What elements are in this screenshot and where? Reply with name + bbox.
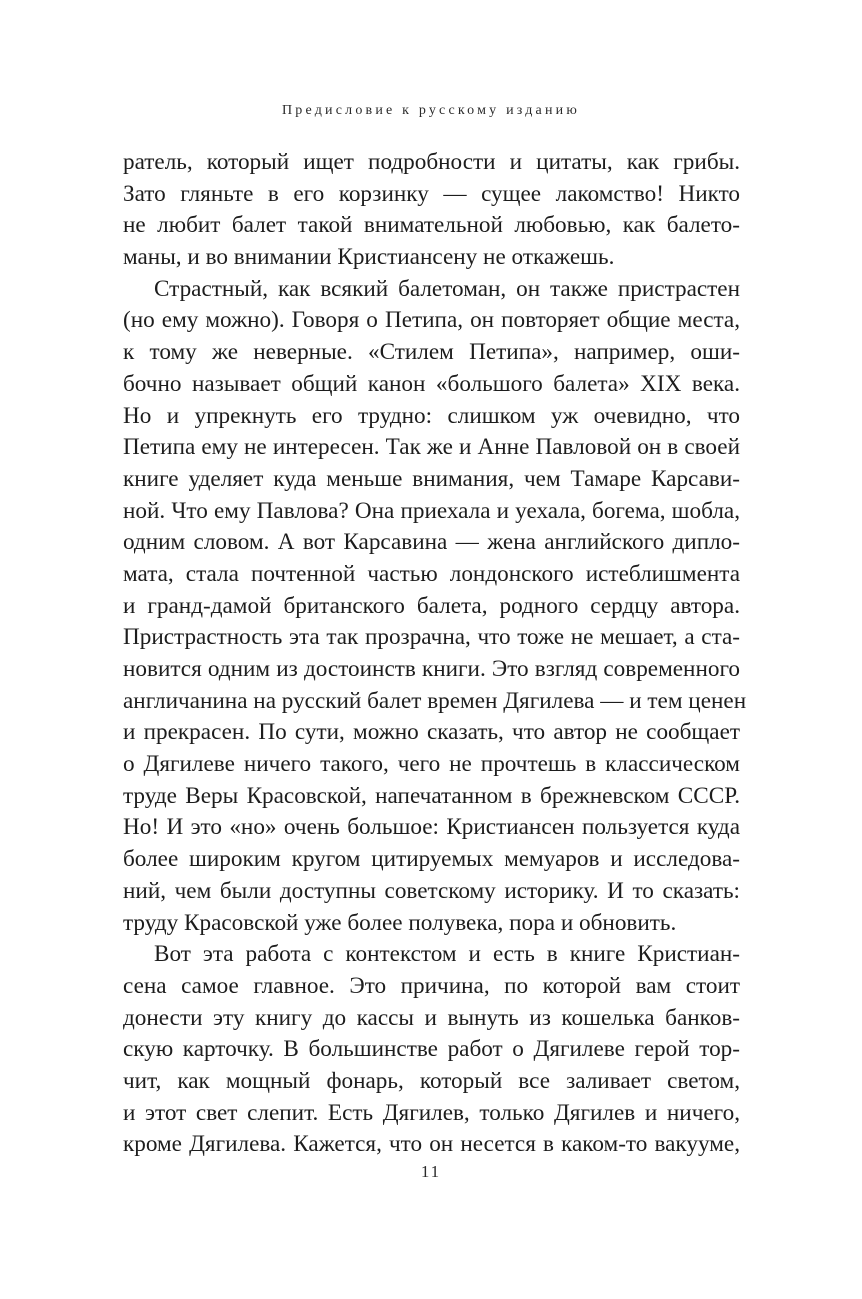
text-line: англичанина на русский балет времен Дягилева — и тем ценен	[123, 687, 747, 714]
text-line: чит, как мощный фонарь, который все заливает светом,	[123, 1067, 740, 1094]
text-line: мата, стала почтенной частью лондонского истеблишмента	[123, 560, 740, 587]
text-line: Пристрастность эта так прозрачна, что тоже не мешает, а ста-	[123, 624, 740, 651]
text-line: сена самое главное. Это причина, по которой вам стоит	[123, 972, 740, 999]
text-line: ний, чем были доступны советскому историку. И то сказать:	[123, 877, 740, 904]
page-number: 11	[420, 1162, 442, 1181]
text-line: Страстный, как всякий балетоман, он также пристрастен	[154, 275, 740, 302]
text-line: ной. Что ему Павлова? Она приехала и уехала, богема, шобла,	[123, 497, 740, 524]
text-line: Зато гляньте в его корзинку — сущее лакомство! Никто	[123, 180, 740, 207]
text-line: донести эту книгу до кассы и вынуть из кошелька банков-	[123, 1004, 740, 1031]
text-line: Петипа ему не интересен. Так же и Анне Павловой он в своей	[123, 434, 740, 461]
text-line: бочно называет общий канон «большого балета» XIX века.	[123, 370, 740, 397]
text-line: к тому же неверные. «Стилем Петипа», например, оши-	[123, 339, 740, 366]
text-line: труде Веры Красовской, напечатанном в брежневском СССР.	[123, 782, 740, 809]
text-line: Но и упрекнуть его трудно: слишком уж очевидно, что	[123, 402, 740, 429]
text-line: и прекрасен. По сути, можно сказать, что автор не сообщает	[123, 719, 740, 746]
text-line: одним словом. А вот Карсавина — жена английского дипло-	[123, 529, 740, 556]
text-line: кроме Дягилева. Кажется, что он несется в каком-то вакууме,	[123, 1131, 740, 1158]
text-line: труду Красовской уже более полувека, пора и обновить.	[123, 909, 677, 936]
text-line: о Дягилеве ничего такого, чего не прочтешь в классическом	[123, 751, 740, 778]
text-line: не любит балет такой внимательной любовью, как балето-	[123, 212, 740, 239]
text-line: новится одним из достоинств книги. Это взгляд современного	[123, 656, 740, 682]
running-header: Предисловие к русскому изданию	[281, 103, 581, 118]
text-line: книге уделяет куда меньше внимания, чем Тамаре Карсави-	[123, 465, 740, 492]
text-line: маны, и во внимании Кристиансену не откажешь.	[123, 244, 615, 271]
body-text	[123, 147, 747, 1161]
text-line: Но! И это «но» очень большое: Кристиансен пользуется куда	[123, 814, 740, 841]
text-line: скую карточку. В большинстве работ о Дягилеве герой тор-	[123, 1036, 740, 1063]
text-line: ратель, который ищет подробности и цитаты, как грибы.	[123, 149, 740, 175]
text-line: более широким кругом цитируемых мемуаров и исследова-	[123, 846, 740, 873]
text-line: и этот свет слепит. Есть Дягилев, только Дягилев и ничего,	[123, 1099, 740, 1126]
text-line: (но ему можно). Говоря о Петипа, он повторяет общие места,	[123, 307, 740, 334]
text-line: Вот эта работа с контекстом и есть в книге Кристиан-	[154, 941, 740, 968]
text-line: и гранд-дамой британского балета, родного сердцу автора.	[123, 592, 740, 619]
